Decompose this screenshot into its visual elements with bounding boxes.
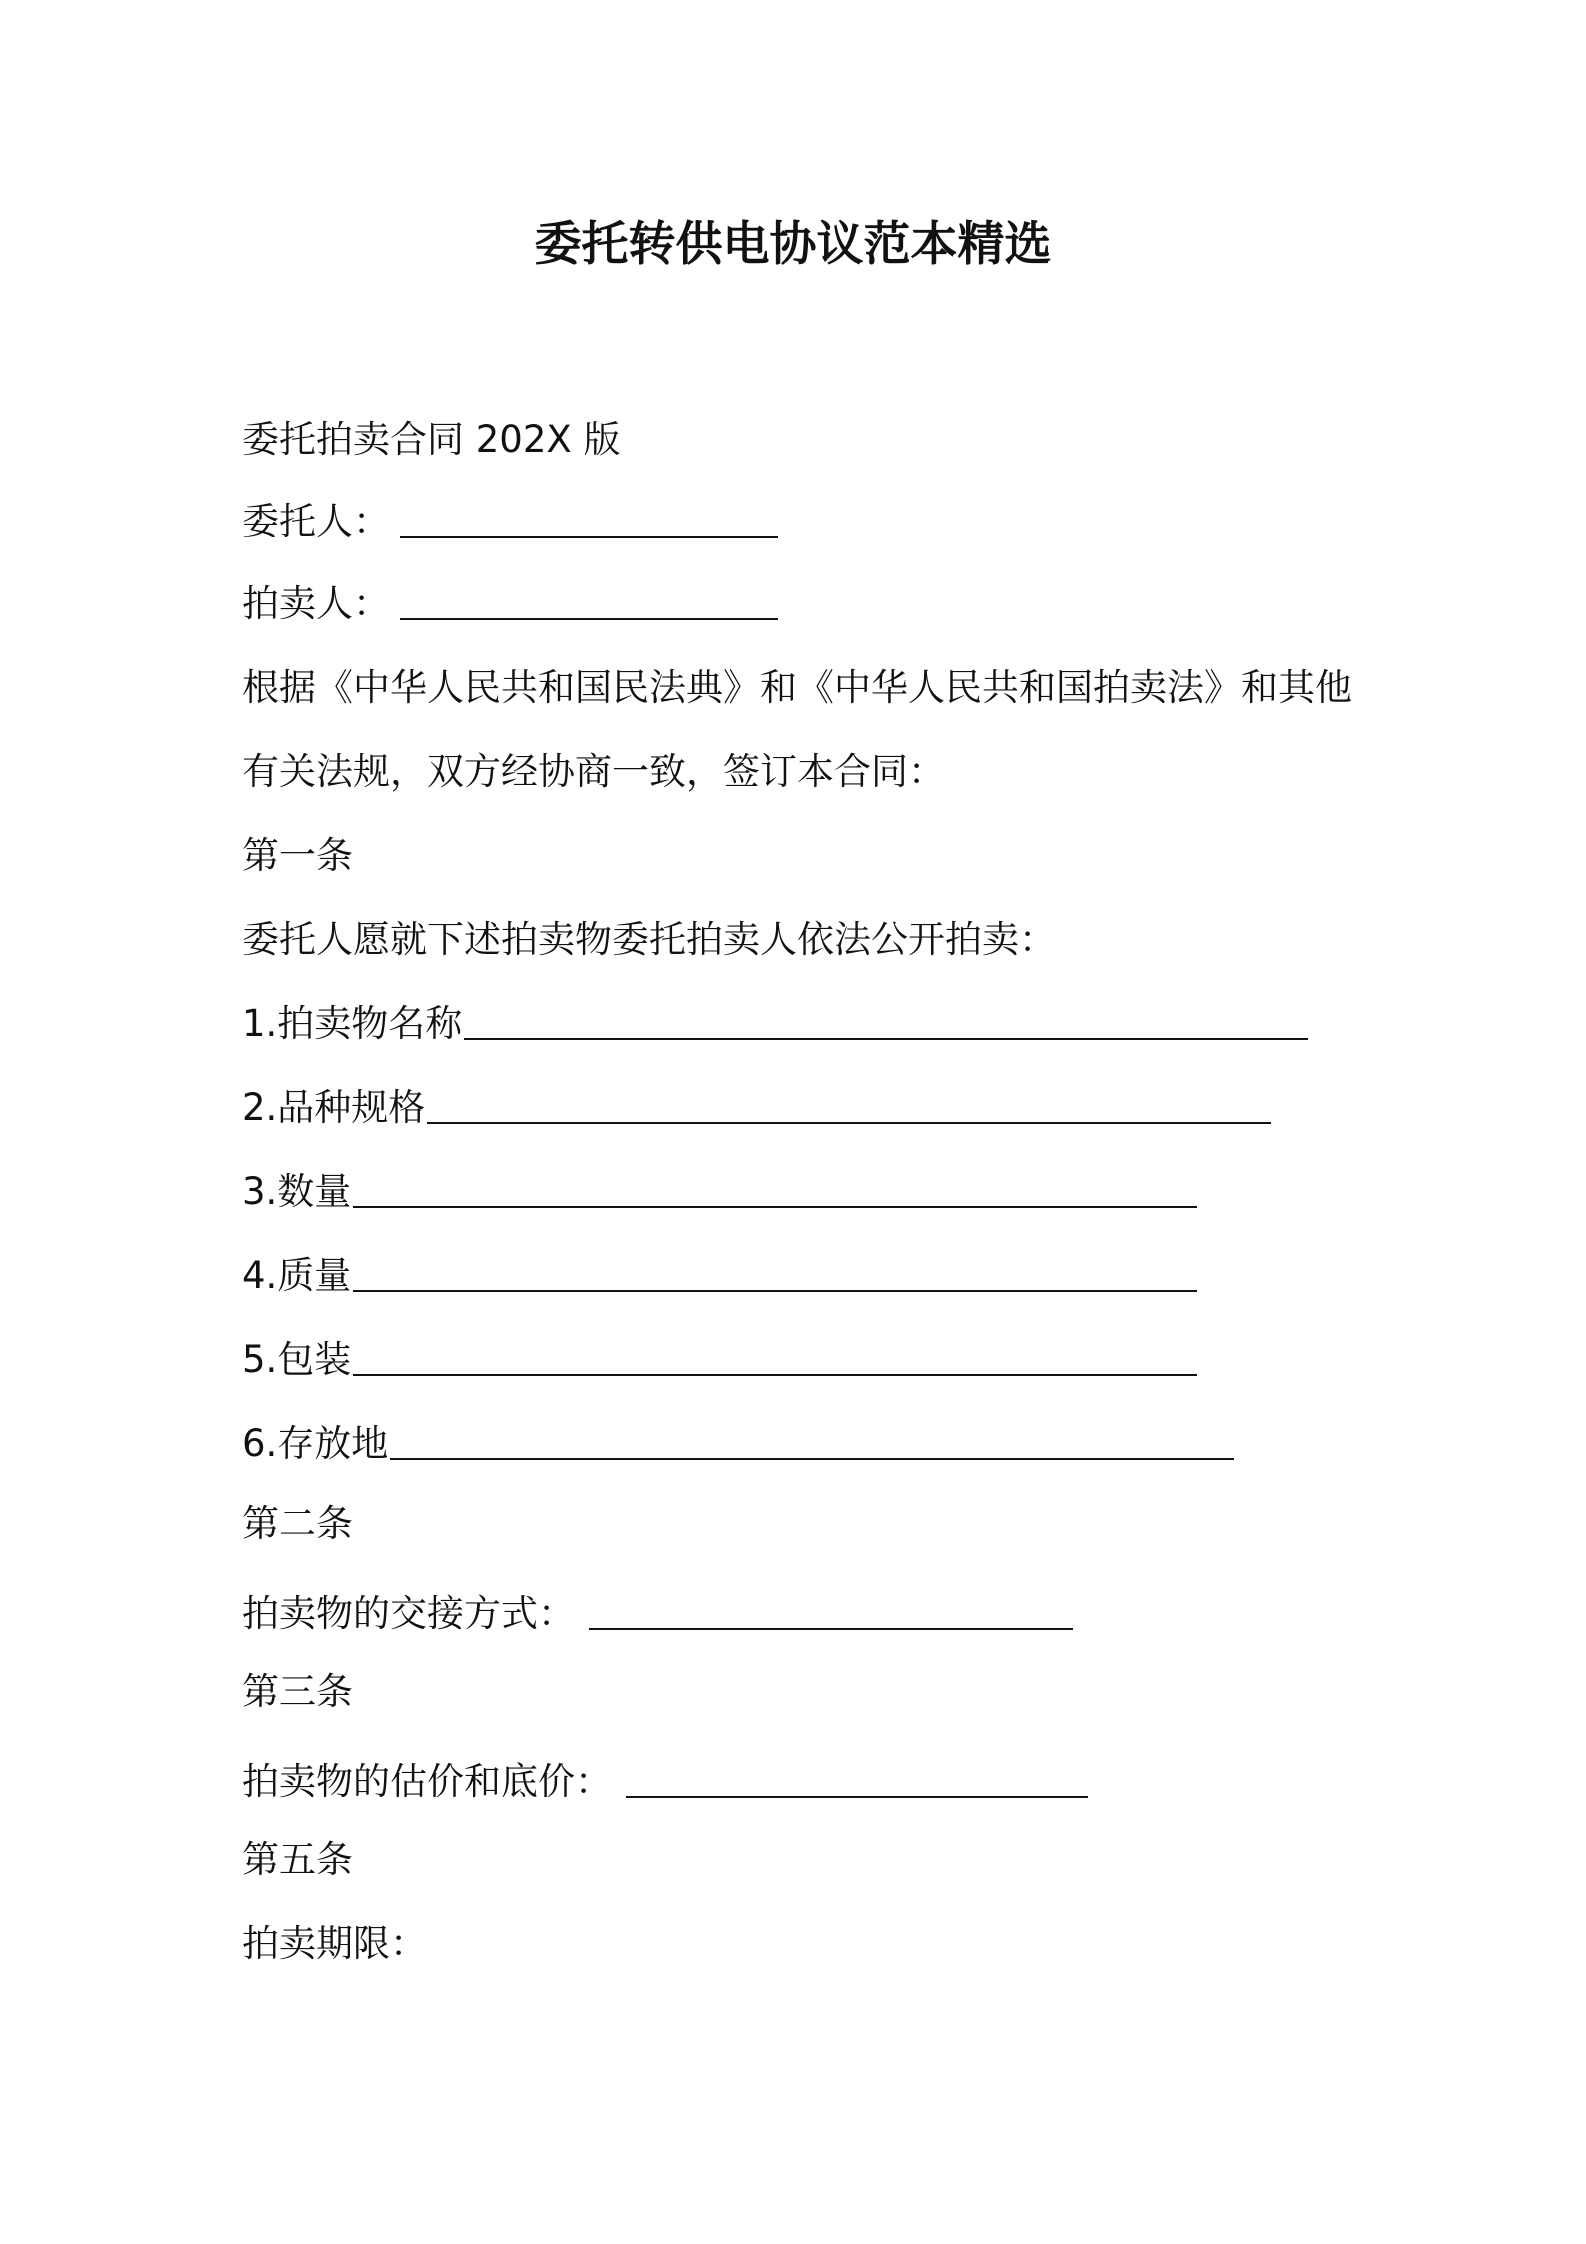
storage-field (242, 1416, 1234, 1472)
auctioneer-field (242, 576, 778, 632)
fill-in-blank (400, 582, 778, 620)
fill-in-blank (400, 500, 778, 538)
fill-in-blank (589, 1592, 1073, 1630)
line-text: 根据《中华人民共和国民法典》和《中华人民共和国拍卖法》和其他 (242, 666, 1352, 709)
field-label: 拍卖人： (242, 582, 390, 625)
line-text: 有关法规，双方经协商一致，签订本合同： (242, 750, 945, 793)
field-label: 3.数量 (242, 1170, 352, 1213)
handover-field (242, 1586, 1073, 1642)
contract-subtitle (242, 412, 621, 468)
packaging-field (242, 1332, 1197, 1388)
line-text: 委托拍卖合同 202X 版 (242, 418, 621, 461)
fill-in-blank (353, 1170, 1197, 1208)
item-spec-field (242, 1080, 1271, 1136)
field-label: 委托人： (242, 500, 390, 543)
line-text: 第二条 (242, 1502, 353, 1545)
article-heading (242, 1496, 353, 1552)
field-label: 4.质量 (242, 1254, 352, 1297)
article-heading (242, 828, 353, 884)
field-label: 6.存放地 (242, 1422, 389, 1465)
valuation-field (242, 1754, 1088, 1810)
line-text: 第三条 (242, 1670, 353, 1713)
principal-field (242, 494, 778, 550)
quality-field (242, 1248, 1197, 1304)
fill-in-blank (353, 1338, 1197, 1376)
fill-in-blank (353, 1254, 1197, 1292)
document-title: 委托转供电协议范本精选 (534, 217, 1052, 272)
paragraph-line (242, 660, 1352, 716)
article-heading (242, 1832, 353, 1888)
item-name-field (242, 996, 1308, 1052)
article-heading (242, 1664, 353, 1720)
field-label: 5.包装 (242, 1338, 352, 1381)
field-label: 拍卖期限： (242, 1922, 427, 1965)
fill-in-blank (464, 1002, 1308, 1040)
fill-in-blank (390, 1422, 1234, 1460)
field-label: 1.拍卖物名称 (242, 1002, 463, 1045)
line-text: 委托人愿就下述拍卖物委托拍卖人依法公开拍卖： (242, 918, 1056, 961)
paragraph-line (242, 744, 945, 800)
fill-in-blank (626, 1760, 1088, 1798)
auction-period-field (242, 1916, 427, 1972)
field-label: 拍卖物的交接方式： (242, 1592, 575, 1635)
field-label: 2.品种规格 (242, 1086, 426, 1129)
line-text: 第一条 (242, 834, 353, 877)
quantity-field (242, 1164, 1197, 1220)
field-label: 拍卖物的估价和底价： (242, 1760, 612, 1803)
fill-in-blank (427, 1086, 1271, 1124)
line-text: 第五条 (242, 1838, 353, 1881)
paragraph-line (242, 912, 1056, 968)
